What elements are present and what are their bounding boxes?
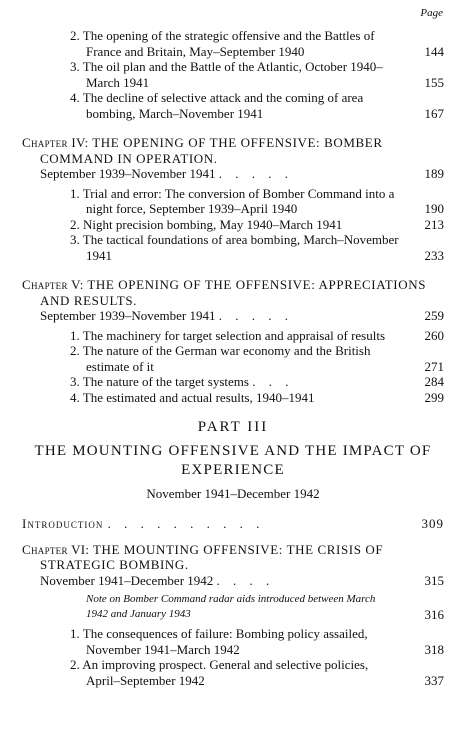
- page-number: 316: [424, 607, 444, 622]
- toc-entry: 1. Trial and error: The conversion of Bomber Command into a night force, September 1939–April 1940 190: [70, 185, 444, 216]
- page-number: 299: [424, 389, 444, 405]
- page-number: 337: [424, 672, 444, 688]
- chapter-dates: September 1939–November 1941 . . . . . 259: [40, 308, 444, 323]
- chapter-heading: Chapter VI: THE MOUNTING OFFENSIVE: THE CRISIS OF STRATEGIC BOMBING.: [22, 541, 384, 572]
- toc-entry: 2. Night precision bombing, May 1940–March 1941 213: [70, 216, 444, 232]
- toc-entry: 3. The nature of the target systems . . . 284: [70, 374, 444, 389]
- page-number: 284: [424, 374, 444, 389]
- chapter-dates: September 1939–November 1941 . . . . . 189: [40, 166, 444, 181]
- page-number: 167: [424, 105, 444, 121]
- toc-entry: 1. The consequences of failure: Bombing policy assailed, November 1941–March 1942 318: [70, 626, 444, 657]
- chapter-heading: Chapter IV: THE OPENING OF THE OFFENSIVE: BOMBER COMMAND IN OPERATION.: [22, 135, 383, 166]
- toc-entry: 2. An improving prospect. General and selective policies, April–September 1942 337: [70, 657, 444, 688]
- page-number: 189: [424, 166, 444, 181]
- page-number: 144: [424, 43, 444, 59]
- toc-entry: 4. The decline of selective attack and the coming of area bombing, March–November 1941 167: [70, 90, 444, 121]
- page-number: 233: [424, 247, 444, 263]
- toc-entry: 2. The opening of the strategic offensive and the Battles of France and Britain, May–September 1940 144: [70, 28, 444, 59]
- page-number: 318: [424, 641, 444, 657]
- page-number: 155: [424, 74, 444, 90]
- toc-content: [22, 28, 444, 688]
- part-title: THE MOUNTING OFFENSIVE AND THE IMPACT OF EXPERIENCE: [34, 443, 432, 478]
- toc-entry: 3. The oil plan and the Battle of the Atlantic, October 1940–March 1941 155: [70, 59, 444, 90]
- part-dates: November 1941–December 1942: [146, 486, 320, 501]
- page-number: 190: [424, 201, 444, 216]
- page-number: 260: [424, 327, 444, 343]
- toc-note: Note on Bomber Command radar aids introduced between March 1942 and January 1943 316: [86, 593, 444, 622]
- toc-entry-introduction: Introduction . . . . . . . . . . 309: [22, 516, 444, 531]
- page-number: 213: [424, 216, 444, 232]
- page-number: 271: [424, 358, 444, 374]
- toc-entry: 3. The tactical foundations of area bombing, March–November 1941 233: [70, 232, 444, 263]
- toc-entry: 1. The machinery for target selection and appraisal of results 260: [70, 327, 444, 343]
- page-column-header: Page: [420, 7, 443, 19]
- page-number: 315: [424, 572, 444, 588]
- page-number: 259: [424, 308, 444, 323]
- chapter-dates: November 1941–December 1942 . . . . 315: [40, 572, 444, 588]
- page-number: 309: [421, 516, 444, 531]
- toc-entry: 4. The estimated and actual results, 1940–1941 299: [70, 389, 444, 405]
- toc-entry: 2. The nature of the German war economy and the British estimate of it 271: [70, 343, 444, 374]
- part-label: PART III: [197, 419, 269, 435]
- chapter-heading: Chapter V: THE OPENING OF THE OFFENSIVE: APPRECIATIONS AND RESULTS.: [22, 277, 427, 308]
